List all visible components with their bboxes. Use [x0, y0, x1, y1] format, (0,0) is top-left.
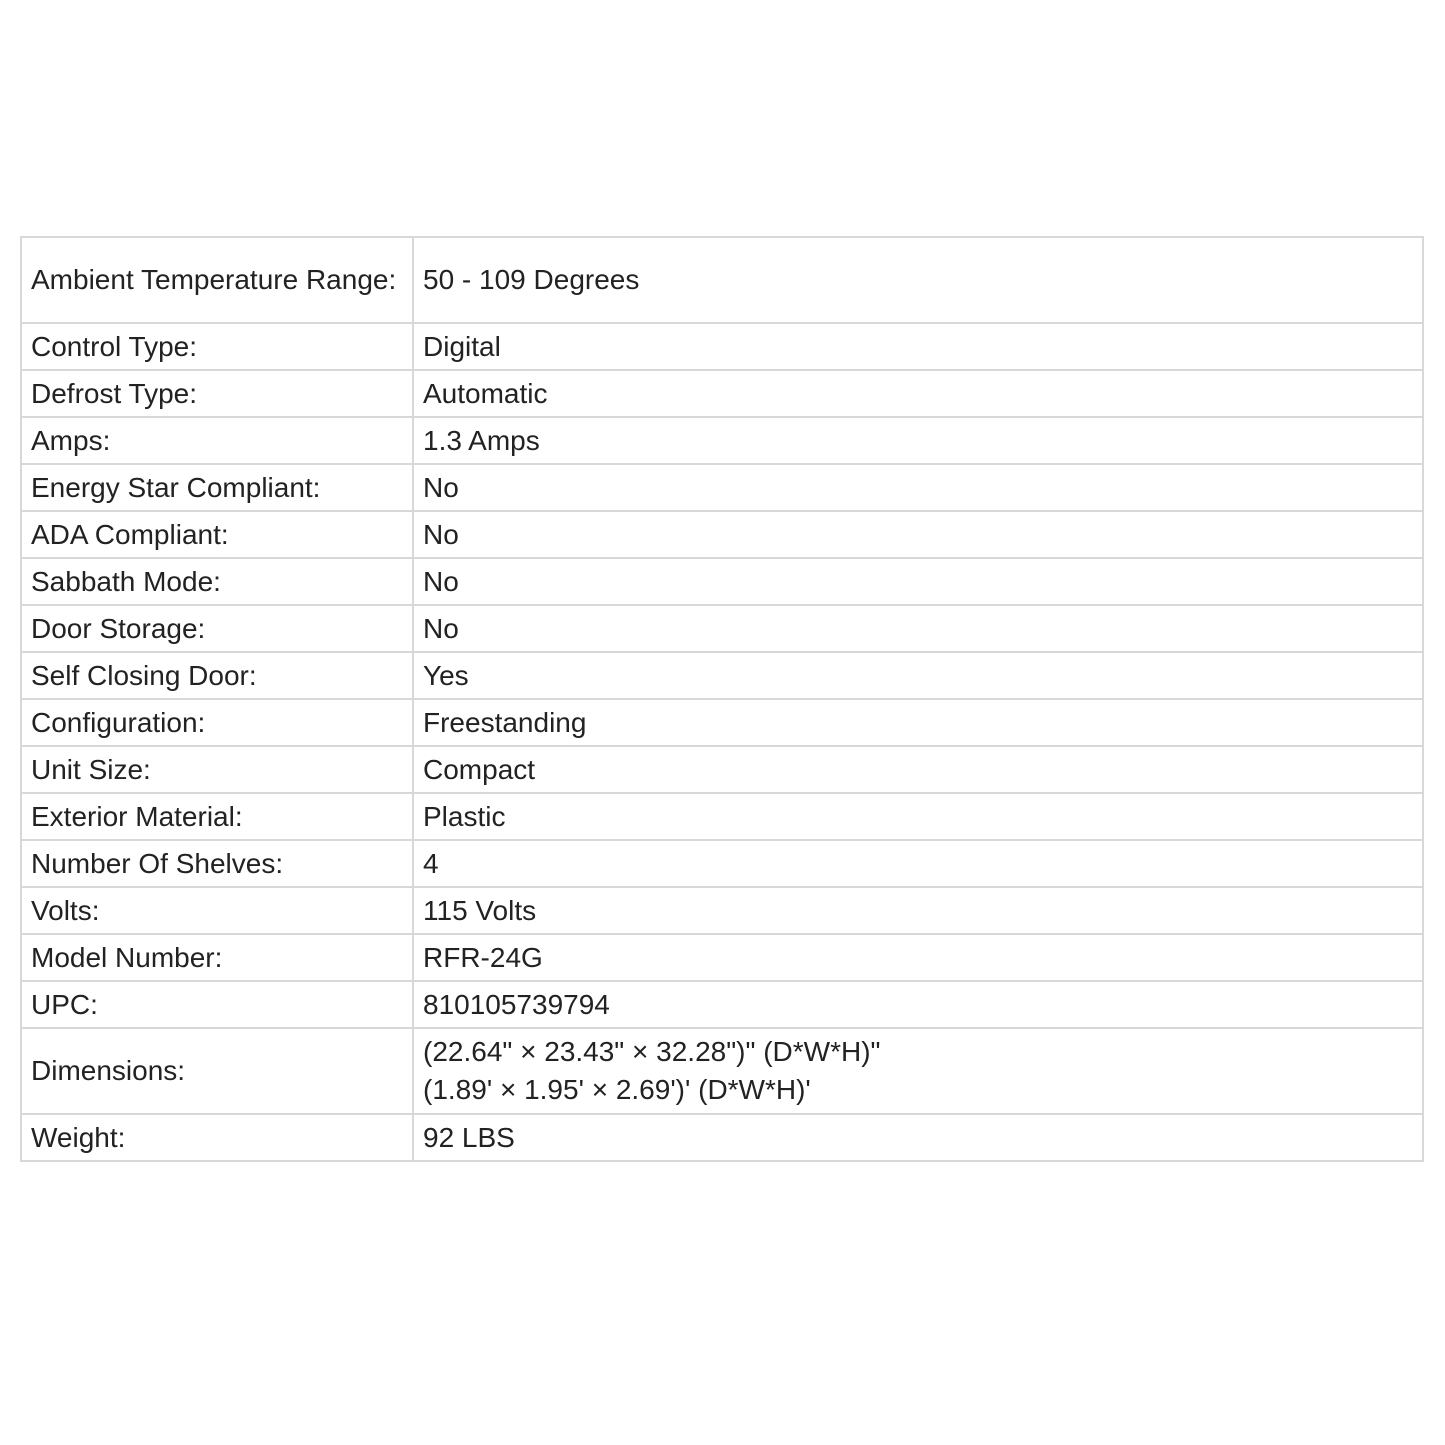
spec-value-line: Freestanding — [423, 706, 587, 738]
spec-value-line: No — [423, 565, 459, 597]
spec-value-line: RFR-24G — [423, 941, 543, 973]
spec-label: Model Number: — [21, 934, 413, 981]
spec-row — [21, 511, 1423, 558]
spec-value-line: Compact — [423, 753, 536, 785]
spec-value — [413, 1114, 1423, 1161]
spec-label: Amps: — [21, 417, 413, 464]
spec-row — [21, 840, 1423, 887]
spec-value — [413, 605, 1423, 652]
spec-label: Control Type: — [21, 323, 413, 370]
spec-value — [413, 840, 1423, 887]
spec-value-line: No — [423, 471, 459, 503]
spec-row — [21, 793, 1423, 840]
spec-label: Ambient Temperature Range: — [21, 237, 413, 323]
spec-label: Dimensions: — [21, 1028, 413, 1114]
spec-value-line: (1.89' × 1.95' × 2.69')' (D*W*H)' — [423, 1074, 811, 1105]
spec-value — [413, 652, 1423, 699]
spec-row — [21, 652, 1423, 699]
spec-value — [413, 934, 1423, 981]
spec-value-line: No — [423, 518, 459, 550]
spec-value-line: 115 Volts — [423, 894, 537, 926]
spec-row — [21, 934, 1423, 981]
spec-row — [21, 464, 1423, 511]
spec-value — [413, 558, 1423, 605]
spec-value — [413, 370, 1423, 417]
spec-value-line: No — [423, 612, 459, 644]
spec-value-line: (22.64" × 23.43" × 32.28")" (D*W*H)" — [423, 1036, 881, 1067]
spec-label: Self Closing Door: — [21, 652, 413, 699]
spec-value-line: Yes — [423, 659, 469, 691]
spec-label: Exterior Material: — [21, 793, 413, 840]
spec-table-body — [21, 237, 1423, 1161]
spec-label: Defrost Type: — [21, 370, 413, 417]
spec-row — [21, 417, 1423, 464]
spec-row — [21, 1114, 1423, 1161]
spec-row — [21, 558, 1423, 605]
spec-row — [21, 981, 1423, 1028]
spec-value — [413, 237, 1423, 323]
spec-value-line: 810105739794 — [423, 988, 610, 1020]
spec-value-line: Automatic — [423, 377, 548, 409]
spec-row — [21, 746, 1423, 793]
spec-value — [413, 323, 1423, 370]
spec-label: Unit Size: — [21, 746, 413, 793]
spec-row — [21, 237, 1423, 323]
spec-value-line: 50 - 109 Degrees — [423, 264, 640, 295]
spec-label: Configuration: — [21, 699, 413, 746]
spec-row — [21, 370, 1423, 417]
spec-row — [21, 887, 1423, 934]
spec-value — [413, 699, 1423, 746]
spec-row — [21, 605, 1423, 652]
spec-value — [413, 1028, 1423, 1114]
spec-label: Energy Star Compliant: — [21, 464, 413, 511]
spec-label: Number Of Shelves: — [21, 840, 413, 887]
spec-value — [413, 981, 1423, 1028]
spec-value — [413, 464, 1423, 511]
spec-value-line: Plastic — [423, 800, 506, 832]
spec-value — [413, 511, 1423, 558]
spec-label: Volts: — [21, 887, 413, 934]
spec-value-line: 1.3 Amps — [423, 424, 540, 456]
spec-row — [21, 323, 1423, 370]
spec-row — [21, 1028, 1423, 1114]
spec-value — [413, 793, 1423, 840]
spec-value — [413, 417, 1423, 464]
spec-label: Weight: — [21, 1114, 413, 1161]
spec-value-line: 92 LBS — [423, 1121, 515, 1153]
spec-row — [21, 699, 1423, 746]
spec-value-line: 4 — [423, 847, 439, 879]
spec-value — [413, 887, 1423, 934]
spec-label: ADA Compliant: — [21, 511, 413, 558]
spec-label: Door Storage: — [21, 605, 413, 652]
spec-label: UPC: — [21, 981, 413, 1028]
spec-value — [413, 746, 1423, 793]
spec-label: Sabbath Mode: — [21, 558, 413, 605]
spec-table — [20, 236, 1424, 1162]
spec-value-line: Digital — [423, 330, 501, 362]
